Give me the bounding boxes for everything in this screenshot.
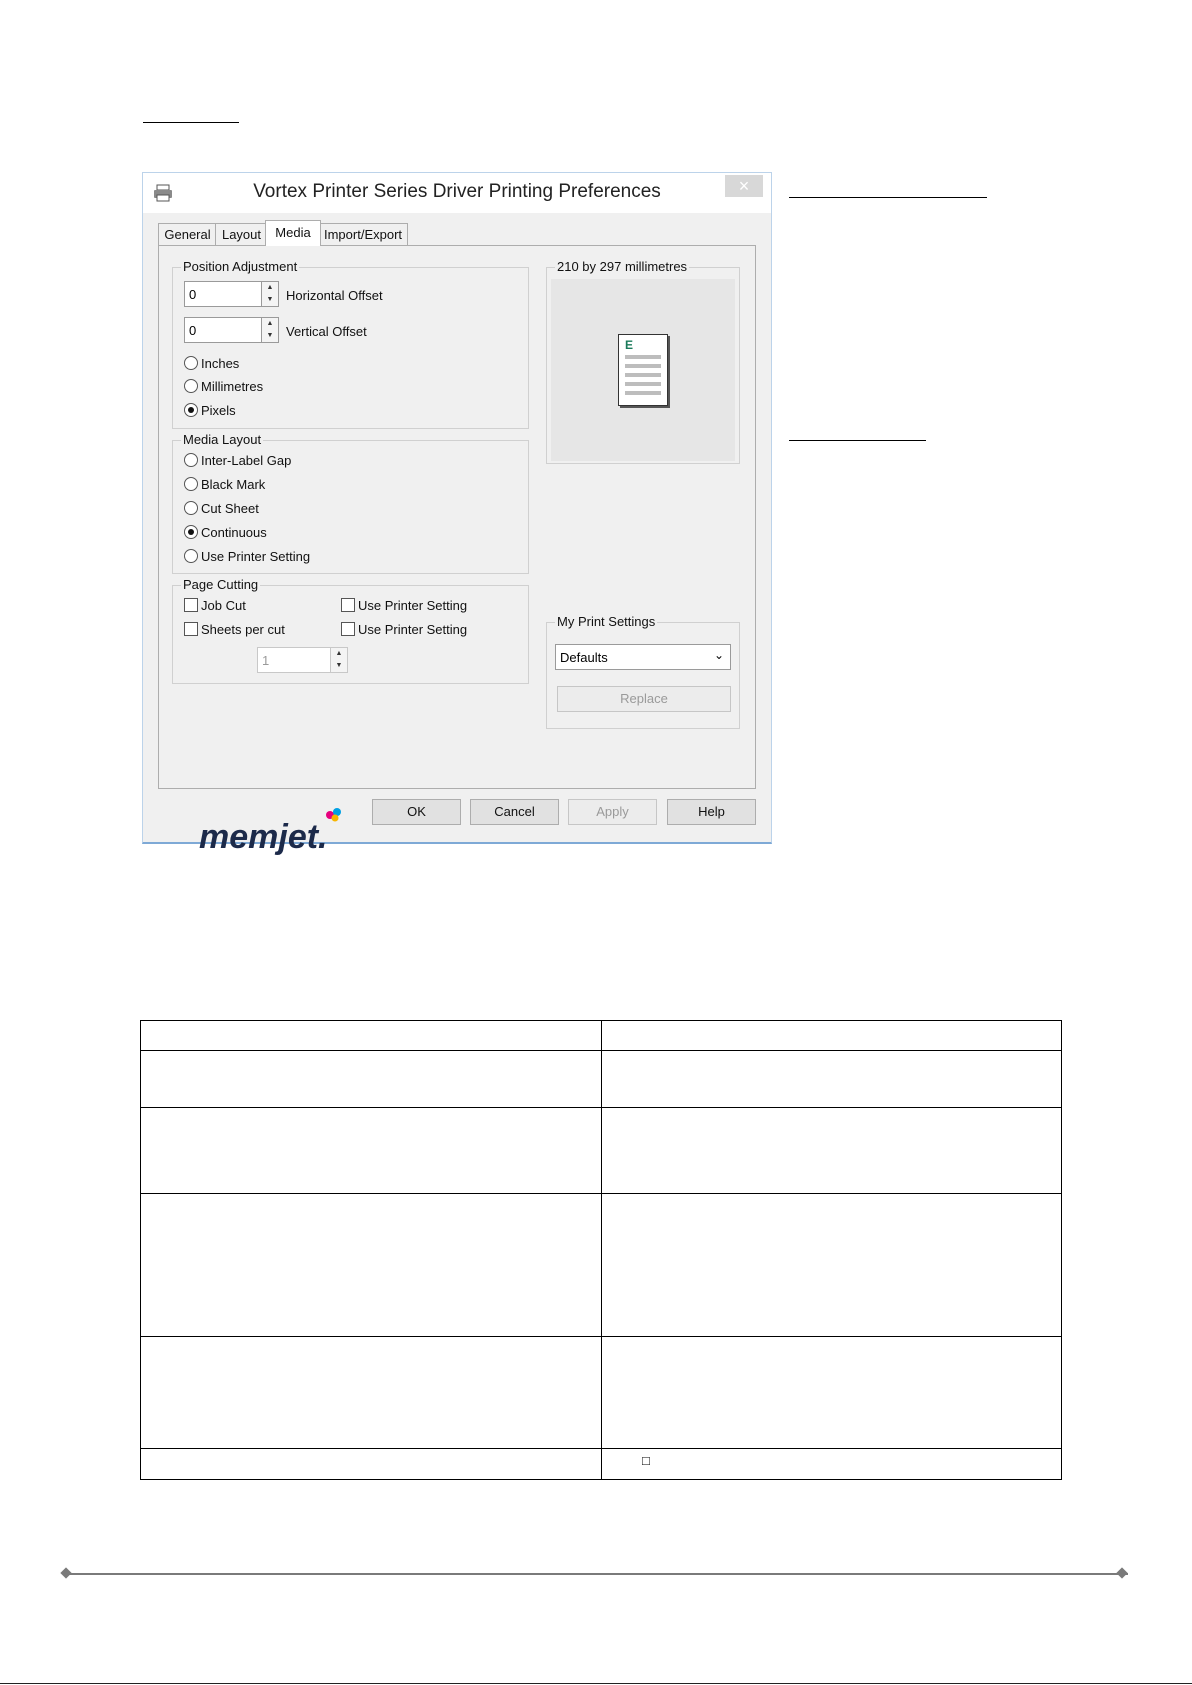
table-cell	[602, 1449, 1062, 1480]
horizontal-offset-value: 0	[189, 287, 197, 302]
checkbox-label: Job Cut	[201, 598, 246, 613]
document-letter: E	[625, 338, 634, 352]
side-note-underline-1	[789, 197, 987, 198]
table-cell	[602, 1021, 1062, 1051]
radio-icon	[184, 477, 198, 491]
radio-icon	[184, 356, 198, 370]
checkbox-job-cut-printer-setting[interactable]	[341, 598, 467, 613]
help-button[interactable]: Help	[667, 799, 756, 825]
checkbox-label: Use Printer Setting	[358, 622, 468, 637]
radio-selected-icon	[184, 525, 198, 539]
group-label: Media Layout	[183, 432, 262, 447]
media-layout-group	[172, 432, 529, 574]
cancel-button[interactable]: Cancel	[470, 799, 559, 825]
horizontal-offset-label: Horizontal Offset	[286, 288, 383, 303]
checkbox-label: Sheets per cut	[201, 622, 285, 637]
page-bottom-line	[0, 1683, 1192, 1684]
checkbox-icon	[341, 598, 355, 612]
table-cell	[602, 1108, 1062, 1194]
chevron-down-icon: ⌄	[713, 648, 724, 662]
spin-arrows[interactable]	[261, 281, 279, 307]
checkbox-icon	[184, 598, 198, 612]
table-cell	[141, 1449, 602, 1480]
spin-up-icon[interactable]: ▲	[266, 320, 274, 327]
spin-down-icon[interactable]: ▼	[266, 332, 274, 339]
logo-wordmark: memjet.	[199, 818, 328, 856]
radio-icon	[184, 379, 198, 393]
table-cell	[141, 1051, 602, 1108]
document-icon	[618, 334, 668, 406]
doc-line	[625, 355, 661, 359]
placeholder-glyph: □	[642, 1453, 650, 1468]
table-row	[141, 1021, 1062, 1051]
printing-preferences-dialog	[142, 172, 772, 856]
close-button[interactable]: ×	[725, 175, 763, 197]
radio-label: Continuous	[201, 525, 267, 540]
table-cell	[602, 1337, 1062, 1449]
sheets-per-cut-input[interactable]	[257, 647, 348, 673]
radio-pixels[interactable]	[184, 403, 236, 418]
table-cell	[141, 1194, 602, 1337]
spin-down-icon[interactable]: ▼	[266, 296, 274, 303]
tab-import-export[interactable]: Import/Export	[318, 223, 408, 245]
radio-selected-icon	[184, 403, 198, 417]
divider-right-diamond-icon	[1116, 1567, 1127, 1578]
vertical-offset-label: Vertical Offset	[286, 324, 367, 339]
spin-arrows[interactable]	[330, 647, 348, 673]
spin-up-icon[interactable]: ▲	[266, 284, 274, 291]
position-adjustment-group	[172, 259, 529, 429]
ok-button[interactable]: OK	[372, 799, 461, 825]
heading-underline	[143, 122, 239, 123]
page-preview-group	[546, 259, 740, 464]
tab-media[interactable]: Media	[265, 220, 321, 246]
radio-inches[interactable]	[184, 356, 239, 371]
divider-left-diamond-icon	[60, 1567, 71, 1578]
table-cell	[141, 1108, 602, 1194]
table-row	[141, 1194, 1062, 1337]
group-label: 210 by 297 millimetres	[557, 259, 688, 274]
tab-layout[interactable]: Layout	[215, 223, 268, 245]
checkbox-icon	[184, 622, 198, 636]
group-label: Page Cutting	[183, 577, 259, 592]
doc-line	[625, 373, 661, 377]
print-settings-dropdown[interactable]	[555, 644, 731, 670]
checkbox-sheets-per-cut[interactable]	[184, 622, 285, 637]
radio-label: Pixels	[201, 403, 236, 418]
radio-icon	[184, 549, 198, 563]
radio-use-printer-setting[interactable]	[184, 549, 310, 564]
apply-button[interactable]: Apply	[568, 799, 657, 825]
doc-line	[625, 364, 661, 368]
replace-button[interactable]: Replace	[557, 686, 731, 712]
table-row	[141, 1108, 1062, 1194]
table-row	[141, 1051, 1062, 1108]
radio-label: Inter-Label Gap	[201, 453, 292, 468]
table-cell	[602, 1194, 1062, 1337]
table-cell	[141, 1337, 602, 1449]
table-cell	[602, 1051, 1062, 1108]
radio-icon	[184, 453, 198, 467]
spin-up-icon[interactable]: ▲	[335, 650, 343, 657]
radio-label: Black Mark	[201, 477, 266, 492]
radio-millimetres[interactable]	[184, 379, 263, 394]
dropdown-value: Defaults	[560, 650, 608, 665]
radio-label: Cut Sheet	[201, 501, 259, 516]
horizontal-offset-input[interactable]	[184, 281, 279, 307]
group-label: Position Adjustment	[183, 259, 298, 274]
radio-icon	[184, 501, 198, 515]
sheets-per-cut-value: 1	[262, 653, 270, 668]
spin-arrows[interactable]	[261, 317, 279, 343]
checkbox-label: Use Printer Setting	[358, 598, 468, 613]
checkbox-icon	[341, 622, 355, 636]
radio-inter-label-gap[interactable]	[184, 453, 291, 468]
radio-black-mark[interactable]	[184, 477, 265, 492]
radio-cut-sheet[interactable]	[184, 501, 259, 516]
checkbox-sheets-printer-setting[interactable]	[341, 622, 467, 637]
vertical-offset-input[interactable]	[184, 317, 279, 343]
tab-general[interactable]: General	[158, 223, 217, 245]
radio-label: Use Printer Setting	[201, 549, 311, 564]
radio-continuous[interactable]	[184, 525, 267, 540]
description-table	[140, 1020, 1062, 1480]
memjet-logo	[197, 806, 397, 856]
table-row	[141, 1449, 1062, 1480]
doc-line	[625, 382, 661, 386]
preview-area	[551, 279, 735, 461]
table-cell	[141, 1021, 602, 1051]
side-note-underline-2	[789, 440, 926, 441]
page-cutting-group	[172, 577, 529, 684]
dialog-title: Vortex Printer Series Driver Printing Preferences	[253, 181, 661, 202]
doc-line	[625, 391, 661, 395]
radio-label: Millimetres	[201, 379, 264, 394]
vertical-offset-value: 0	[189, 323, 197, 338]
my-print-settings-group	[546, 614, 740, 729]
group-label: My Print Settings	[557, 614, 656, 629]
title-bar	[143, 173, 771, 213]
table-row	[141, 1337, 1062, 1449]
footer-divider	[64, 1573, 1128, 1575]
checkbox-job-cut[interactable]	[184, 598, 246, 613]
radio-label: Inches	[201, 356, 240, 371]
spin-down-icon[interactable]: ▼	[335, 662, 343, 669]
